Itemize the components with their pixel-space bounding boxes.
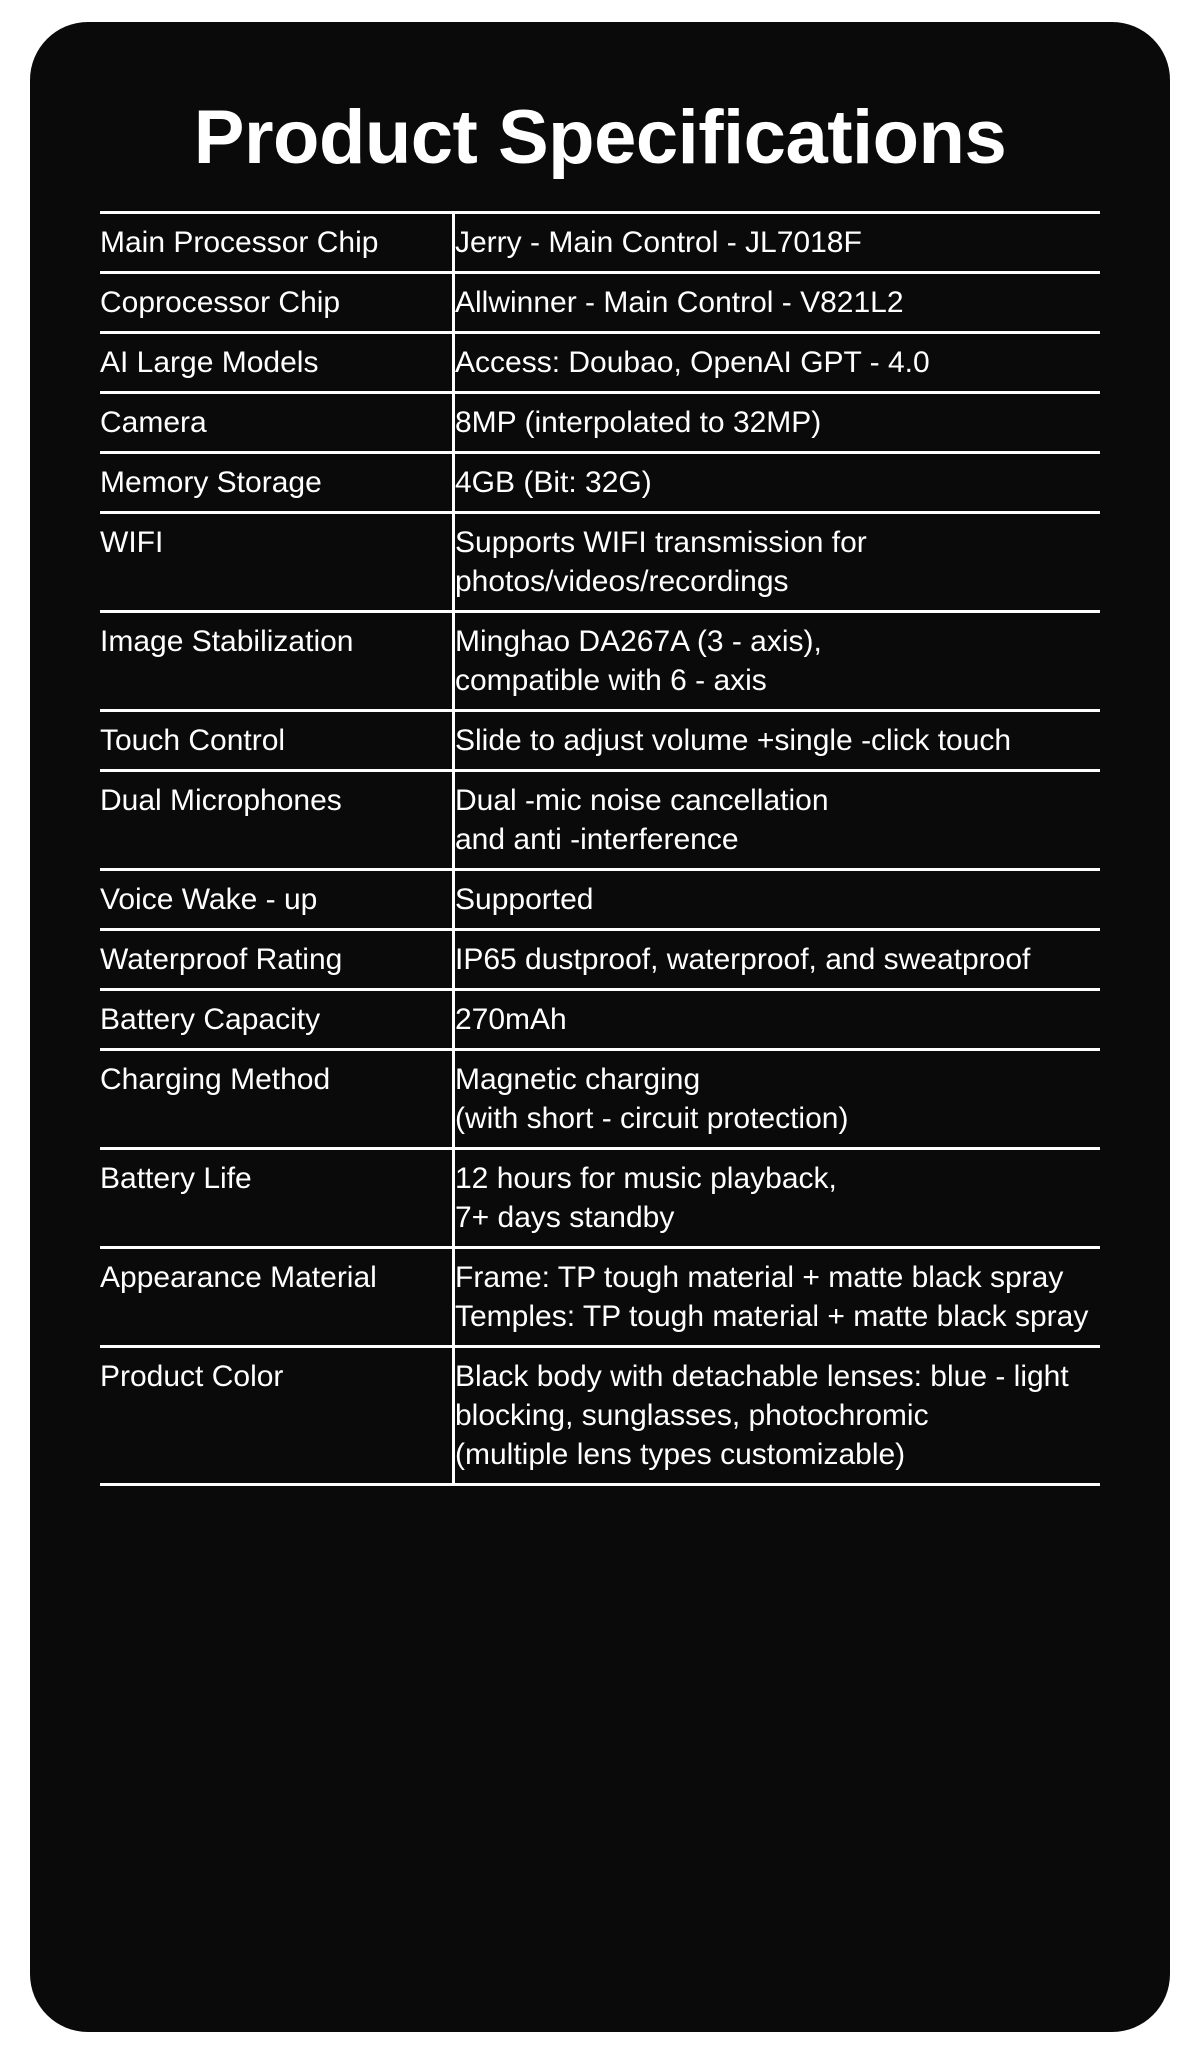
spec-value-line: Supported bbox=[455, 883, 594, 917]
table-row bbox=[100, 213, 1100, 273]
spec-value bbox=[454, 870, 1101, 930]
spec-label: Waterproof Rating bbox=[100, 930, 454, 990]
spec-value-line: Jerry - Main Control - JL7018F bbox=[455, 226, 862, 260]
table-row bbox=[100, 870, 1100, 930]
spec-value bbox=[454, 930, 1101, 990]
spec-value-line: photos/videos/recordings bbox=[455, 565, 789, 599]
spec-value bbox=[454, 1347, 1101, 1485]
spec-value-line: Slide to adjust volume +single -click touch bbox=[455, 724, 1012, 758]
spec-label: AI Large Models bbox=[100, 333, 454, 393]
table-row bbox=[100, 333, 1100, 393]
spec-label: WIFI bbox=[100, 513, 454, 612]
spec-value bbox=[454, 1149, 1101, 1248]
table-row bbox=[100, 1149, 1100, 1248]
spec-label: Main Processor Chip bbox=[100, 213, 454, 273]
spec-value-line: (with short - circuit protection) bbox=[455, 1102, 849, 1136]
spec-label: Charging Method bbox=[100, 1050, 454, 1149]
spec-value-line: blocking, sunglasses, photochromic bbox=[455, 1399, 929, 1433]
spec-value-line: Magnetic charging bbox=[455, 1063, 701, 1097]
spec-value bbox=[454, 1050, 1101, 1149]
table-row bbox=[100, 990, 1100, 1050]
table-row bbox=[100, 1248, 1100, 1347]
spec-value-line: 270mAh bbox=[455, 1003, 567, 1037]
spec-value-line: 12 hours for music playback, bbox=[455, 1162, 837, 1196]
table-row bbox=[100, 1050, 1100, 1149]
spec-value bbox=[454, 273, 1101, 333]
spec-label: Dual Microphones bbox=[100, 771, 454, 870]
spec-card bbox=[30, 22, 1170, 2032]
table-row bbox=[100, 273, 1100, 333]
specifications-table-body bbox=[100, 213, 1100, 1485]
table-row bbox=[100, 930, 1100, 990]
spec-value bbox=[454, 711, 1101, 771]
spec-value bbox=[454, 612, 1101, 711]
card-bottom-spacer bbox=[100, 1486, 1100, 1496]
spec-value-line: Minghao DA267A (3 - axis), bbox=[455, 625, 822, 659]
table-row bbox=[100, 513, 1100, 612]
spec-value-line: Black body with detachable lenses: blue - light bbox=[455, 1360, 1069, 1394]
spec-label: Touch Control bbox=[100, 711, 454, 771]
table-row bbox=[100, 711, 1100, 771]
spec-label: Battery Capacity bbox=[100, 990, 454, 1050]
spec-value bbox=[454, 453, 1101, 513]
spec-value bbox=[454, 771, 1101, 870]
spec-value bbox=[454, 213, 1101, 273]
spec-value bbox=[454, 393, 1101, 453]
table-row bbox=[100, 771, 1100, 870]
spec-label: Battery Life bbox=[100, 1149, 454, 1248]
table-row bbox=[100, 393, 1100, 453]
spec-value bbox=[454, 1248, 1101, 1347]
spec-label: Camera bbox=[100, 393, 454, 453]
table-row bbox=[100, 453, 1100, 513]
spec-value-line: IP65 dustproof, waterproof, and sweatproof bbox=[455, 943, 1031, 977]
spec-value-line: and anti -interference bbox=[455, 823, 739, 857]
spec-value-line: compatible with 6 - axis bbox=[455, 664, 767, 698]
page-title: Product Specifications bbox=[193, 94, 1007, 180]
spec-value-line: 8MP (interpolated to 32MP) bbox=[455, 406, 822, 440]
spec-value-line: (multiple lens types customizable) bbox=[455, 1438, 906, 1472]
spec-value-line: Temples: TP tough material + matte black spray bbox=[455, 1300, 1089, 1334]
spec-value-line: Dual -mic noise cancellation bbox=[455, 784, 829, 818]
table-row bbox=[100, 1347, 1100, 1485]
spec-value-line: Allwinner - Main Control - V821L2 bbox=[455, 286, 904, 320]
spec-label: Appearance Material bbox=[100, 1248, 454, 1347]
spec-value bbox=[454, 333, 1101, 393]
spec-value bbox=[454, 990, 1101, 1050]
specifications-table bbox=[100, 211, 1100, 1486]
spec-label: Voice Wake - up bbox=[100, 870, 454, 930]
spec-value bbox=[454, 513, 1101, 612]
spec-value-line: Supports WIFI transmission for bbox=[455, 526, 867, 560]
table-row bbox=[100, 612, 1100, 711]
spec-value-line: Frame: TP tough material + matte black spray bbox=[455, 1261, 1064, 1295]
spec-label: Coprocessor Chip bbox=[100, 273, 454, 333]
spec-label: Product Color bbox=[100, 1347, 454, 1485]
spec-value-line: Access: Doubao, OpenAI GPT - 4.0 bbox=[455, 346, 930, 380]
spec-value-line: 4GB (Bit: 32G) bbox=[455, 466, 652, 500]
spec-value-line: 7+ days standby bbox=[455, 1201, 675, 1235]
spec-label: Image Stabilization bbox=[100, 612, 454, 711]
spec-label: Memory Storage bbox=[100, 453, 454, 513]
